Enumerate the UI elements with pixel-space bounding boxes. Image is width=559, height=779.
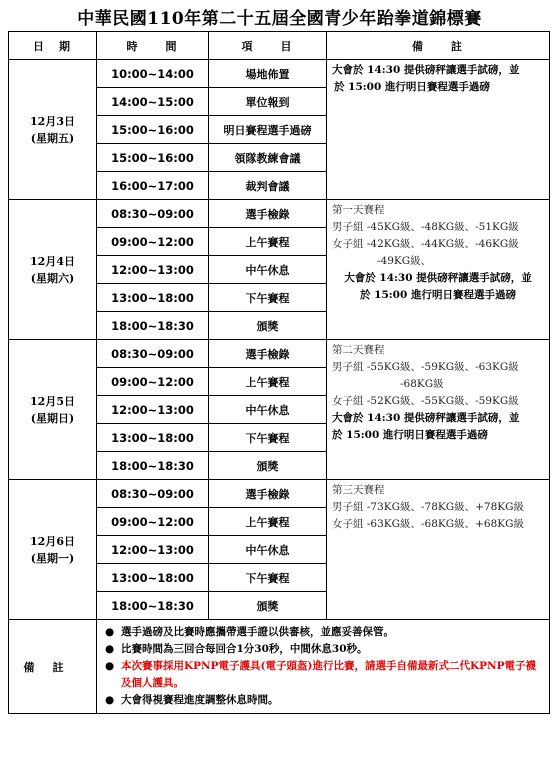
weekday-text: (星期日): [30, 411, 75, 425]
item-cell: 上午賽程: [209, 508, 327, 536]
time-cell: 15:00~16:00: [97, 116, 209, 144]
time-cell: 09:00~12:00: [97, 368, 209, 396]
note-line: 大會於 14:30 提供磅秤讓選手試磅，並: [344, 272, 532, 284]
remark-text: 選手過磅及比賽時應攜帶選手證以供審核，並應妥善保管。: [121, 626, 394, 638]
note-female: 女子組 -63KG級、-68KG級、+68KG級: [332, 518, 525, 530]
remark-text: 本次賽事採用KPNP電子護具(電子頭盔)進行比賽，請選手自備最新式二代KPNP電子襪及個人護具。: [121, 660, 536, 689]
schedule-table: [8, 31, 550, 714]
item-cell: 選手檢錄: [209, 200, 327, 228]
weekday-text: (星期六): [30, 271, 75, 285]
item-cell: 中午休息: [209, 256, 327, 284]
time-cell: 10:00~14:00: [97, 60, 209, 88]
time-cell: 09:00~12:00: [97, 508, 209, 536]
note-heading: 第三天賽程: [332, 484, 385, 496]
date-cell: [9, 480, 97, 620]
date-text: 12月5日: [30, 394, 75, 408]
time-cell: 13:00~18:00: [97, 564, 209, 592]
bullet-icon: ●: [105, 643, 115, 655]
header-date: 日 期: [9, 32, 97, 60]
item-cell: 上午賽程: [209, 368, 327, 396]
note-female-cont: -49KG級、: [377, 255, 432, 267]
date-text: 12月6日: [30, 534, 75, 548]
time-cell: 09:00~12:00: [97, 228, 209, 256]
bullet-icon: ●: [105, 626, 115, 638]
item-cell: 選手檢錄: [209, 480, 327, 508]
time-cell: 13:00~18:00: [97, 424, 209, 452]
note-heading: 第二天賽程: [332, 344, 385, 356]
note-cell: [327, 480, 550, 620]
item-cell: 上午賽程: [209, 228, 327, 256]
bullet-icon: ●: [105, 660, 115, 672]
header-row: [9, 32, 550, 60]
item-cell: 中午休息: [209, 396, 327, 424]
note-cell: [327, 340, 550, 480]
time-cell: 12:00~13:00: [97, 256, 209, 284]
item-cell: 頒獎: [209, 592, 327, 620]
remark-text: 比賽時間為三回合每回合1分30秒，中間休息30秒。: [121, 643, 368, 655]
note-line: 大會於 14:30 提供磅秤讓選手試磅，並: [332, 412, 520, 424]
item-cell: 頒獎: [209, 452, 327, 480]
time-cell: 08:30~09:00: [97, 200, 209, 228]
time-cell: 08:30~09:00: [97, 340, 209, 368]
header-note: 備 註: [327, 32, 550, 60]
remark-item: [105, 692, 545, 709]
bullet-icon: ●: [105, 694, 115, 706]
time-cell: 13:00~18:00: [97, 284, 209, 312]
item-cell: 下午賽程: [209, 424, 327, 452]
date-cell: [9, 340, 97, 480]
note-male: 男子組 -45KG級、-48KG級、-51KG級: [332, 221, 519, 233]
remark-text: 大會得視賽程進度調整休息時間。: [121, 694, 279, 706]
item-cell: 裁判會議: [209, 172, 327, 200]
note-line: 於 15:00 進行明日賽程選手過磅: [334, 81, 490, 93]
item-cell: 領隊教練會議: [209, 144, 327, 172]
remark-item-highlight: [105, 658, 545, 692]
item-cell: 明日賽程選手過磅: [209, 116, 327, 144]
time-cell: 15:00~16:00: [97, 144, 209, 172]
remarks-list: [97, 620, 549, 713]
table-row: [9, 60, 550, 88]
weekday-text: (星期五): [30, 131, 75, 145]
remarks-label: 備註: [9, 620, 97, 714]
remark-item: [105, 624, 545, 641]
table-row: [9, 340, 550, 368]
item-cell: 下午賽程: [209, 564, 327, 592]
time-cell: 08:30~09:00: [97, 480, 209, 508]
item-cell: 頒獎: [209, 312, 327, 340]
remarks-cell: [97, 620, 550, 714]
note-male-cont: -68KG級: [400, 378, 444, 390]
table-row: [9, 480, 550, 508]
date-text: 12月3日: [30, 114, 75, 128]
item-cell: 場地佈置: [209, 60, 327, 88]
remarks-row: [9, 620, 550, 714]
item-cell: 單位報到: [209, 88, 327, 116]
note-cell: [327, 60, 550, 200]
note-female: 女子組 -42KG級、-44KG級、-46KG級: [332, 238, 519, 250]
item-cell: 下午賽程: [209, 284, 327, 312]
note-line: 大會於 14:30 提供磅秤讓選手試磅，並: [332, 64, 520, 76]
note-line: 於 15:00 進行明日賽程選手過磅: [360, 289, 516, 301]
time-cell: 16:00~17:00: [97, 172, 209, 200]
remark-item: [105, 641, 545, 658]
header-item: 項 目: [209, 32, 327, 60]
time-cell: 18:00~18:30: [97, 452, 209, 480]
page-title: 中華民國110年第二十五屆全國青少年跆拳道錦標賽: [77, 9, 482, 29]
time-cell: 14:00~15:00: [97, 88, 209, 116]
note-cell: [327, 200, 550, 340]
time-cell: 12:00~13:00: [97, 536, 209, 564]
item-cell: 中午休息: [209, 536, 327, 564]
date-text: 12月4日: [30, 254, 75, 268]
time-cell: 18:00~18:30: [97, 312, 209, 340]
time-cell: 12:00~13:00: [97, 396, 209, 424]
note-female: 女子組 -52KG級、-55KG級、-59KG級: [332, 395, 519, 407]
header-time: 時 間: [97, 32, 209, 60]
note-male: 男子組 -55KG級、-59KG級、-63KG級: [332, 361, 519, 373]
note-line: 於 15:00 進行明日賽程選手過磅: [332, 429, 488, 441]
note-heading: 第一天賽程: [332, 204, 385, 216]
time-cell: 18:00~18:30: [97, 592, 209, 620]
weekday-text: (星期一): [30, 551, 75, 565]
table-row: [9, 200, 550, 228]
date-cell: [9, 60, 97, 200]
item-cell: 選手檢錄: [209, 340, 327, 368]
date-cell: [9, 200, 97, 340]
note-male: 男子組 -73KG級、-78KG級、+78KG級: [332, 501, 525, 513]
